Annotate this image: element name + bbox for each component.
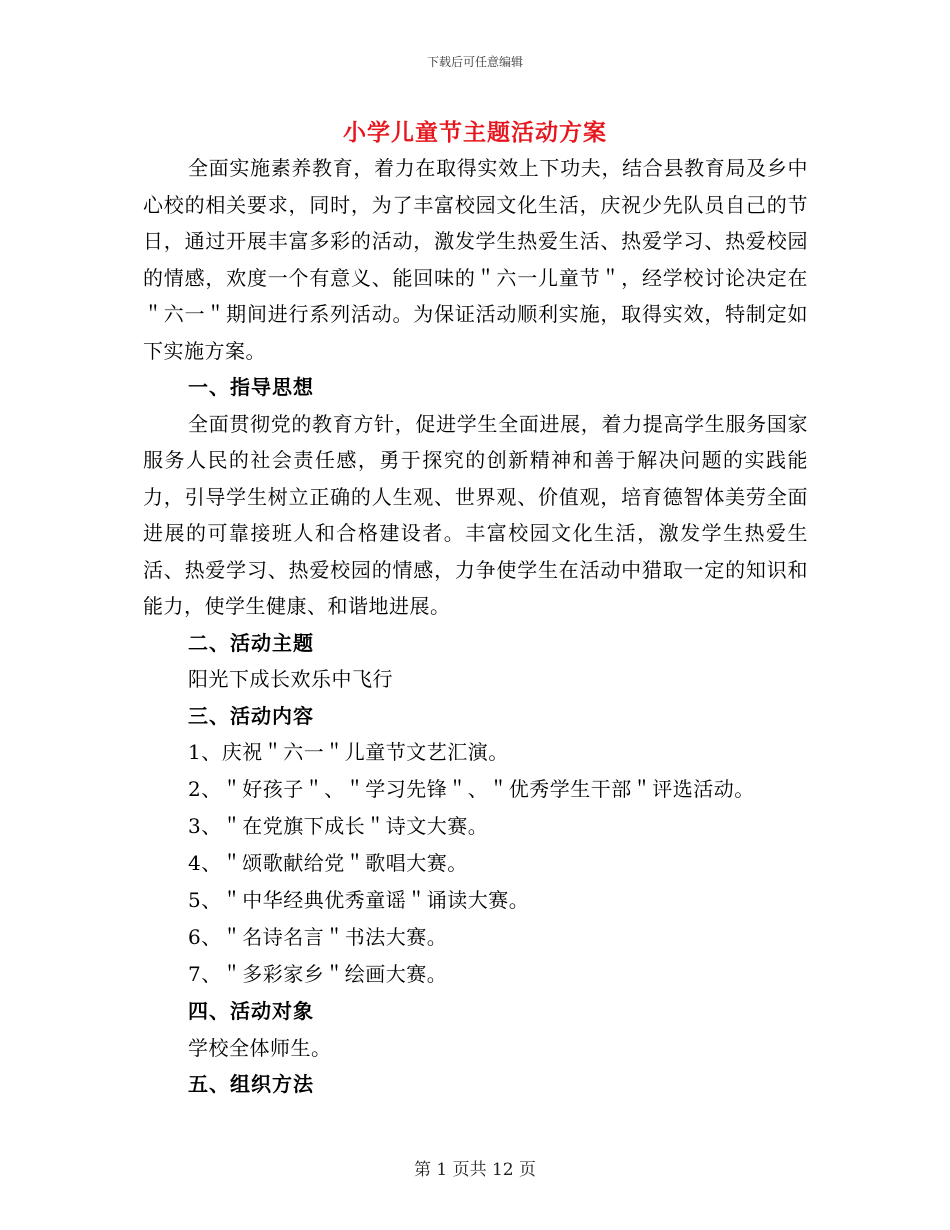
page-number-footer: 第 1 页共 12 页 [413, 1160, 537, 1180]
section-heading-activity-target: 四、活动对象 [188, 999, 314, 1023]
activity-list-item: 1、庆祝＂六一＂儿童节文艺汇演。 [188, 740, 509, 764]
activity-list-item: 3、＂在党旗下成长＂诗文大赛。 [188, 814, 489, 838]
activity-theme-text: 阳光下成长欢乐中飞行 [188, 667, 393, 691]
document-title: 小学儿童节主题活动方案 [343, 119, 607, 146]
section-heading-organization-method: 五、组织方法 [188, 1072, 314, 1096]
activity-list-item: 2、＂好孩子＂、＂学习先锋＂、＂优秀学生干部＂评选活动。 [188, 777, 755, 801]
document-body [143, 150, 808, 1103]
activity-list-item: 7、＂多彩家乡＂绘画大赛。 [188, 962, 448, 986]
activity-list-item: 6、＂名诗名言＂书法大赛。 [188, 925, 448, 949]
section-heading-guiding-ideology: 一、指导思想 [188, 375, 314, 399]
activity-target-text: 学校全体师生。 [188, 1035, 332, 1060]
guiding-ideology-paragraph: 全面贯彻党的教育方针，促进学生全面进展，着力提高学生服务国家服务人民的社会责任感，勇于探究的创新精神和善于解决问题的实践能力，引导学生树立正确的人生观、世界观、价值观，培育德智体美劳全面进展的可靠接班人和合格建设者。丰富校园文化生活，激发学生热爱生活、热爱学习、热爱校园的情感，力争使学生在活动中猎取一定的知识和能力，使学生健康、和谐地进展。 [143, 411, 808, 618]
activity-list-item: 4、＂颂歌献给党＂歌唱大赛。 [188, 851, 468, 875]
page-header-note: 下载后可任意编辑 [426, 55, 523, 69]
section-heading-activity-content: 三、活动内容 [188, 703, 314, 728]
intro-paragraph: 全面实施素养教育，着力在取得实效上下功夫，结合县教育局及乡中心校的相关要求，同时，为了丰富校园文化生活，庆祝少先队员自己的节日，通过开展丰富多彩的活动，激发学生热爱生活、热爱学习、热爱校园的情感，欢度一个有意义、能回味的＂六一儿童节＂，经学校讨论决定在＂六一＂期间进行系列活动。为保证活动顺利实施，取得实效，特制定如下实施方案。 [143, 156, 808, 363]
section-heading-activity-theme: 二、活动主题 [188, 630, 314, 655]
activity-list-item: 5、＂中华经典优秀童谣＂诵读大赛。 [188, 888, 530, 912]
